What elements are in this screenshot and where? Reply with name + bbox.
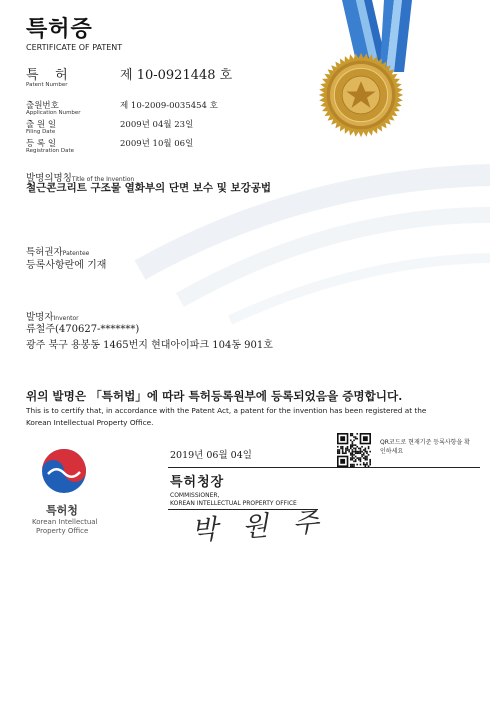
certification-statement-english-2: Korean Intellectual Property Office. xyxy=(26,418,154,427)
kipo-logo-name-en-2: Property Office xyxy=(36,527,89,535)
patentee-value: 등록사항란에 기재 xyxy=(26,260,107,271)
registration-date-value: 2009년 10월 06일 xyxy=(120,139,194,149)
issue-date-underline xyxy=(168,467,480,468)
patent-number: 제 10-0921448 호 xyxy=(120,68,233,83)
patent-label-en: Patent Number xyxy=(26,82,68,88)
filing-date-label: 출 원 일 xyxy=(26,120,57,130)
kipo-logo-name-en-1: Korean Intellectual xyxy=(32,518,98,526)
registration-date-label-en: Registration Date xyxy=(26,148,75,154)
qr-caption-text: QR코드로 현재기준 등록사항을 확인하세요 xyxy=(380,439,470,455)
commissioner-title-en-1: COMMISSIONER, xyxy=(170,492,220,499)
commissioner-title-en-2: KOREAN INTELLECTUAL PROPERTY OFFICE xyxy=(170,500,297,507)
patentee-label: 특허권자 xyxy=(26,247,63,258)
commissioner-title: 특허청장 xyxy=(170,475,225,490)
invention-label-en: Title of the Invention xyxy=(71,176,135,183)
invention-label: 발명의명칭 xyxy=(26,173,72,184)
application-number-value: 제 10-2009-0035454 호 xyxy=(120,101,218,111)
qr-caption xyxy=(380,438,470,456)
kipo-logo-name: 특허청 xyxy=(46,504,78,517)
application-number-label-en: Application Number xyxy=(26,110,81,116)
inventor-address: 광주 북구 용봉동 1465번지 현대아이파크 104동 901호 xyxy=(26,340,273,351)
certification-statement-korean: 위의 발명은 「특허법」에 따라 특허등록원부에 등록되었음을 증명합니다. xyxy=(26,389,403,403)
kipo-logo-icon xyxy=(40,447,88,495)
inventor-label-en: Inventor xyxy=(53,315,79,322)
issue-date: 2019년 06월 04일 xyxy=(170,450,252,461)
invention-title: 철근콘크리트 구조물 열화부의 단면 보수 및 보강공법 xyxy=(26,182,272,194)
document-title: 특허증 xyxy=(26,17,93,42)
filing-date-value: 2009년 04월 23일 xyxy=(120,120,194,130)
certification-statement-english-1: This is to certify that, in accordance with the Patent Act, a patent for the invention has been registered at the xyxy=(26,406,427,415)
qr-code[interactable] xyxy=(337,433,371,467)
filing-date-label-en: Filing Date xyxy=(26,129,56,135)
patent-label: 특 허 xyxy=(26,68,68,83)
patentee-label-en: Patentee xyxy=(62,250,90,257)
inventor-name: 류철주(470627-*******) xyxy=(26,324,140,335)
commissioner-signature: 박 원 주 xyxy=(190,506,328,547)
registration-date-label: 등 록 일 xyxy=(26,139,57,149)
inventor-label: 발명자 xyxy=(26,312,54,323)
document-subtitle: CERTIFICATE OF PATENT xyxy=(26,43,123,52)
application-number-label: 출원번호 xyxy=(26,101,59,111)
gold-seal xyxy=(318,52,404,138)
